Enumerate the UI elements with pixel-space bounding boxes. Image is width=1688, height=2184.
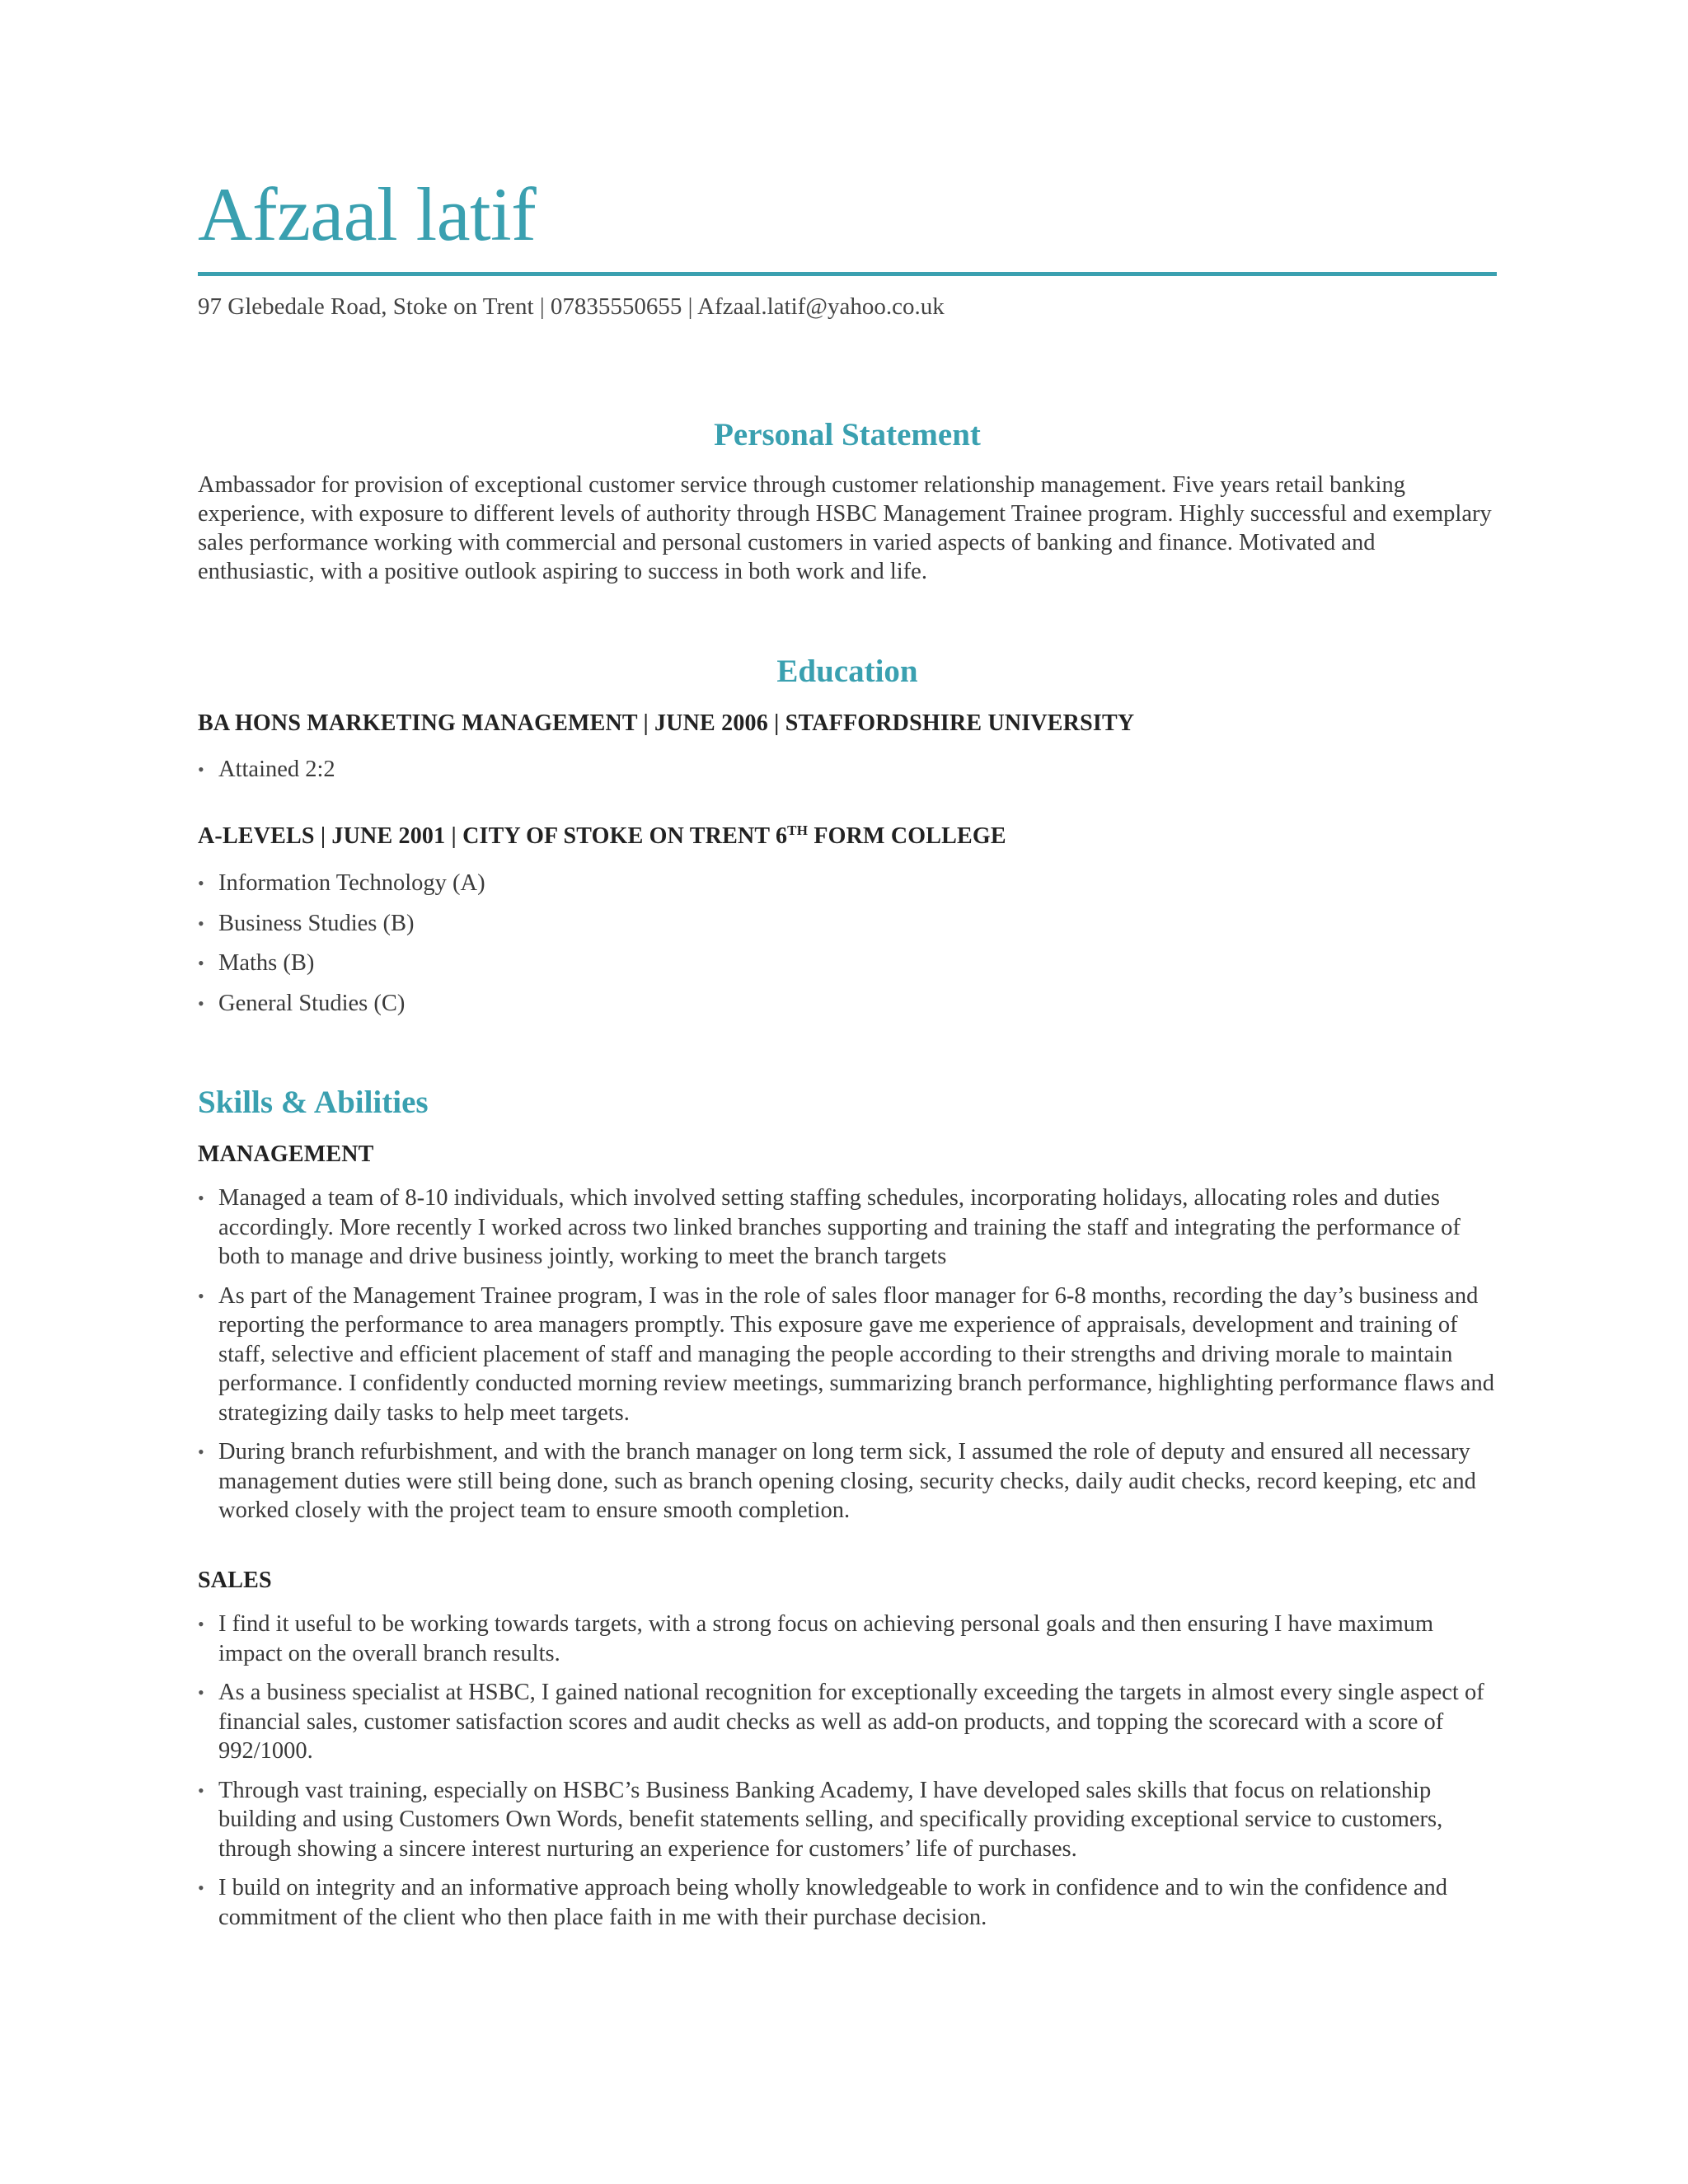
degree-heading: BA HONS MARKETING MANAGEMENT | JUNE 2006 | STAFFORDSHIRE UNIVERSITY — [198, 710, 1135, 736]
list-item: • General Studies (C) — [198, 989, 1497, 1019]
list-item: • Through vast training, especially on HSBC’s Business Banking Academy, I have developed sales skills that focus on relationship building and using Customers Own Words, benefit statements selling, and specifically providing exceptional service to customers, through showing a sincere interest nurturing an experience for customers’ life of purchases. — [198, 1777, 1443, 1862]
bullet-icon: • — [198, 1285, 204, 1306]
bullet-icon: • — [198, 873, 204, 893]
list-item: • As part of the Management Trainee program, I was in the role of sales floor manager for 6-8 months, recording the day’s business and reporting the performance to area managers promptly. This exposure gave me experience of appraisals, development and training of staff, selective and efficient placement of staff and managing the people according to their strengths and driving morale to maintain performance. I confidently conducted morning review meetings, summarizing branch performance, highlighting performance flaws and strategizing daily tasks to help meet targets. — [198, 1282, 1494, 1426]
bullet-icon: • — [198, 1682, 204, 1703]
list-item: • Managed a team of 8-10 individuals, which involved setting staffing schedules, incorporating holidays, allocating roles and duties accordingly. More recently I worked across two linked branches supporting and training the staff and integrating the performance of both to manage and drive business jointly, working to meet the branch targets — [198, 1185, 1461, 1269]
list-item: • Maths (B) — [198, 949, 1497, 978]
alevels-list — [198, 869, 1497, 1029]
list-item: • Business Studies (B) — [198, 909, 1497, 939]
personal-statement-text: Ambassador for provision of exceptional customer service through customer relationship management. Five years retail banking experience, with exposure to different levels of authority through HSBC Management Trainee program. Highly successful and exemplary sales performance working with commercial and personal customers in varied aspects of banking and finance. Motivated and enthusiastic, with a positive outlook aspiring to success in both work and life. — [198, 472, 1492, 584]
list-item: • As a business specialist at HSBC, I gained national recognition for exceptionally exceeding the targets in almost every single aspect of financial sales, customer satisfaction scores and audit checks as well as add-on products, and topping the scorecard with a score of 992/1000. — [198, 1680, 1484, 1764]
management-heading: MANAGEMENT — [198, 1141, 374, 1167]
list-item: • During branch refurbishment, and with the branch manager on long term sick, I assumed the role of deputy and ensured all necessary management duties were still being done, such as branch opening closing, security checks, daily audit checks, record keeping, etc and worked closely with the project team to ensure smooth completion. — [198, 1439, 1476, 1523]
management-list — [198, 1183, 1497, 1535]
header-divider — [198, 272, 1497, 276]
bullet-icon: • — [198, 759, 204, 780]
personal-statement-title: Personal Statement — [714, 417, 981, 452]
education-title: Education — [776, 654, 918, 689]
bullet-icon: • — [198, 1779, 204, 1801]
alevels-heading: A-LEVELS | JUNE 2001 | CITY OF STOKE ON TRENT 6TH FORM COLLEGE — [198, 823, 1006, 849]
list-item: • Information Technology (A) — [198, 869, 1497, 898]
sales-list — [198, 1610, 1497, 1942]
list-item: • I find it useful to be working towards targets, with a strong focus on achieving personal goals and then ensuring I have maximum impact on the overall branch results. — [198, 1611, 1434, 1666]
bullet-icon: • — [198, 1441, 204, 1462]
degree-list — [198, 755, 1497, 795]
bullet-icon: • — [198, 1877, 204, 1898]
bullet-icon: • — [198, 1614, 204, 1634]
contact-details: 97 Glebedale Road, Stoke on Trent | 07835550655 | Afzaal.latif@yahoo.co.uk — [198, 293, 945, 320]
list-item: • Attained 2:2 — [198, 755, 1497, 785]
skills-title: Skills & Abilities — [198, 1085, 429, 1120]
list-item: • I build on integrity and an informative approach being wholly knowledgeable to work in confidence and to win the confidence and commitment of the client who then place faith in me with their purchase decision. — [198, 1875, 1448, 1930]
bullet-icon: • — [198, 992, 204, 1014]
sales-heading: SALES — [198, 1568, 272, 1593]
candidate-name: Afzaal latif — [198, 172, 537, 256]
bullet-icon: • — [198, 912, 204, 934]
bullet-icon: • — [198, 953, 204, 973]
bullet-icon: • — [198, 1188, 204, 1208]
